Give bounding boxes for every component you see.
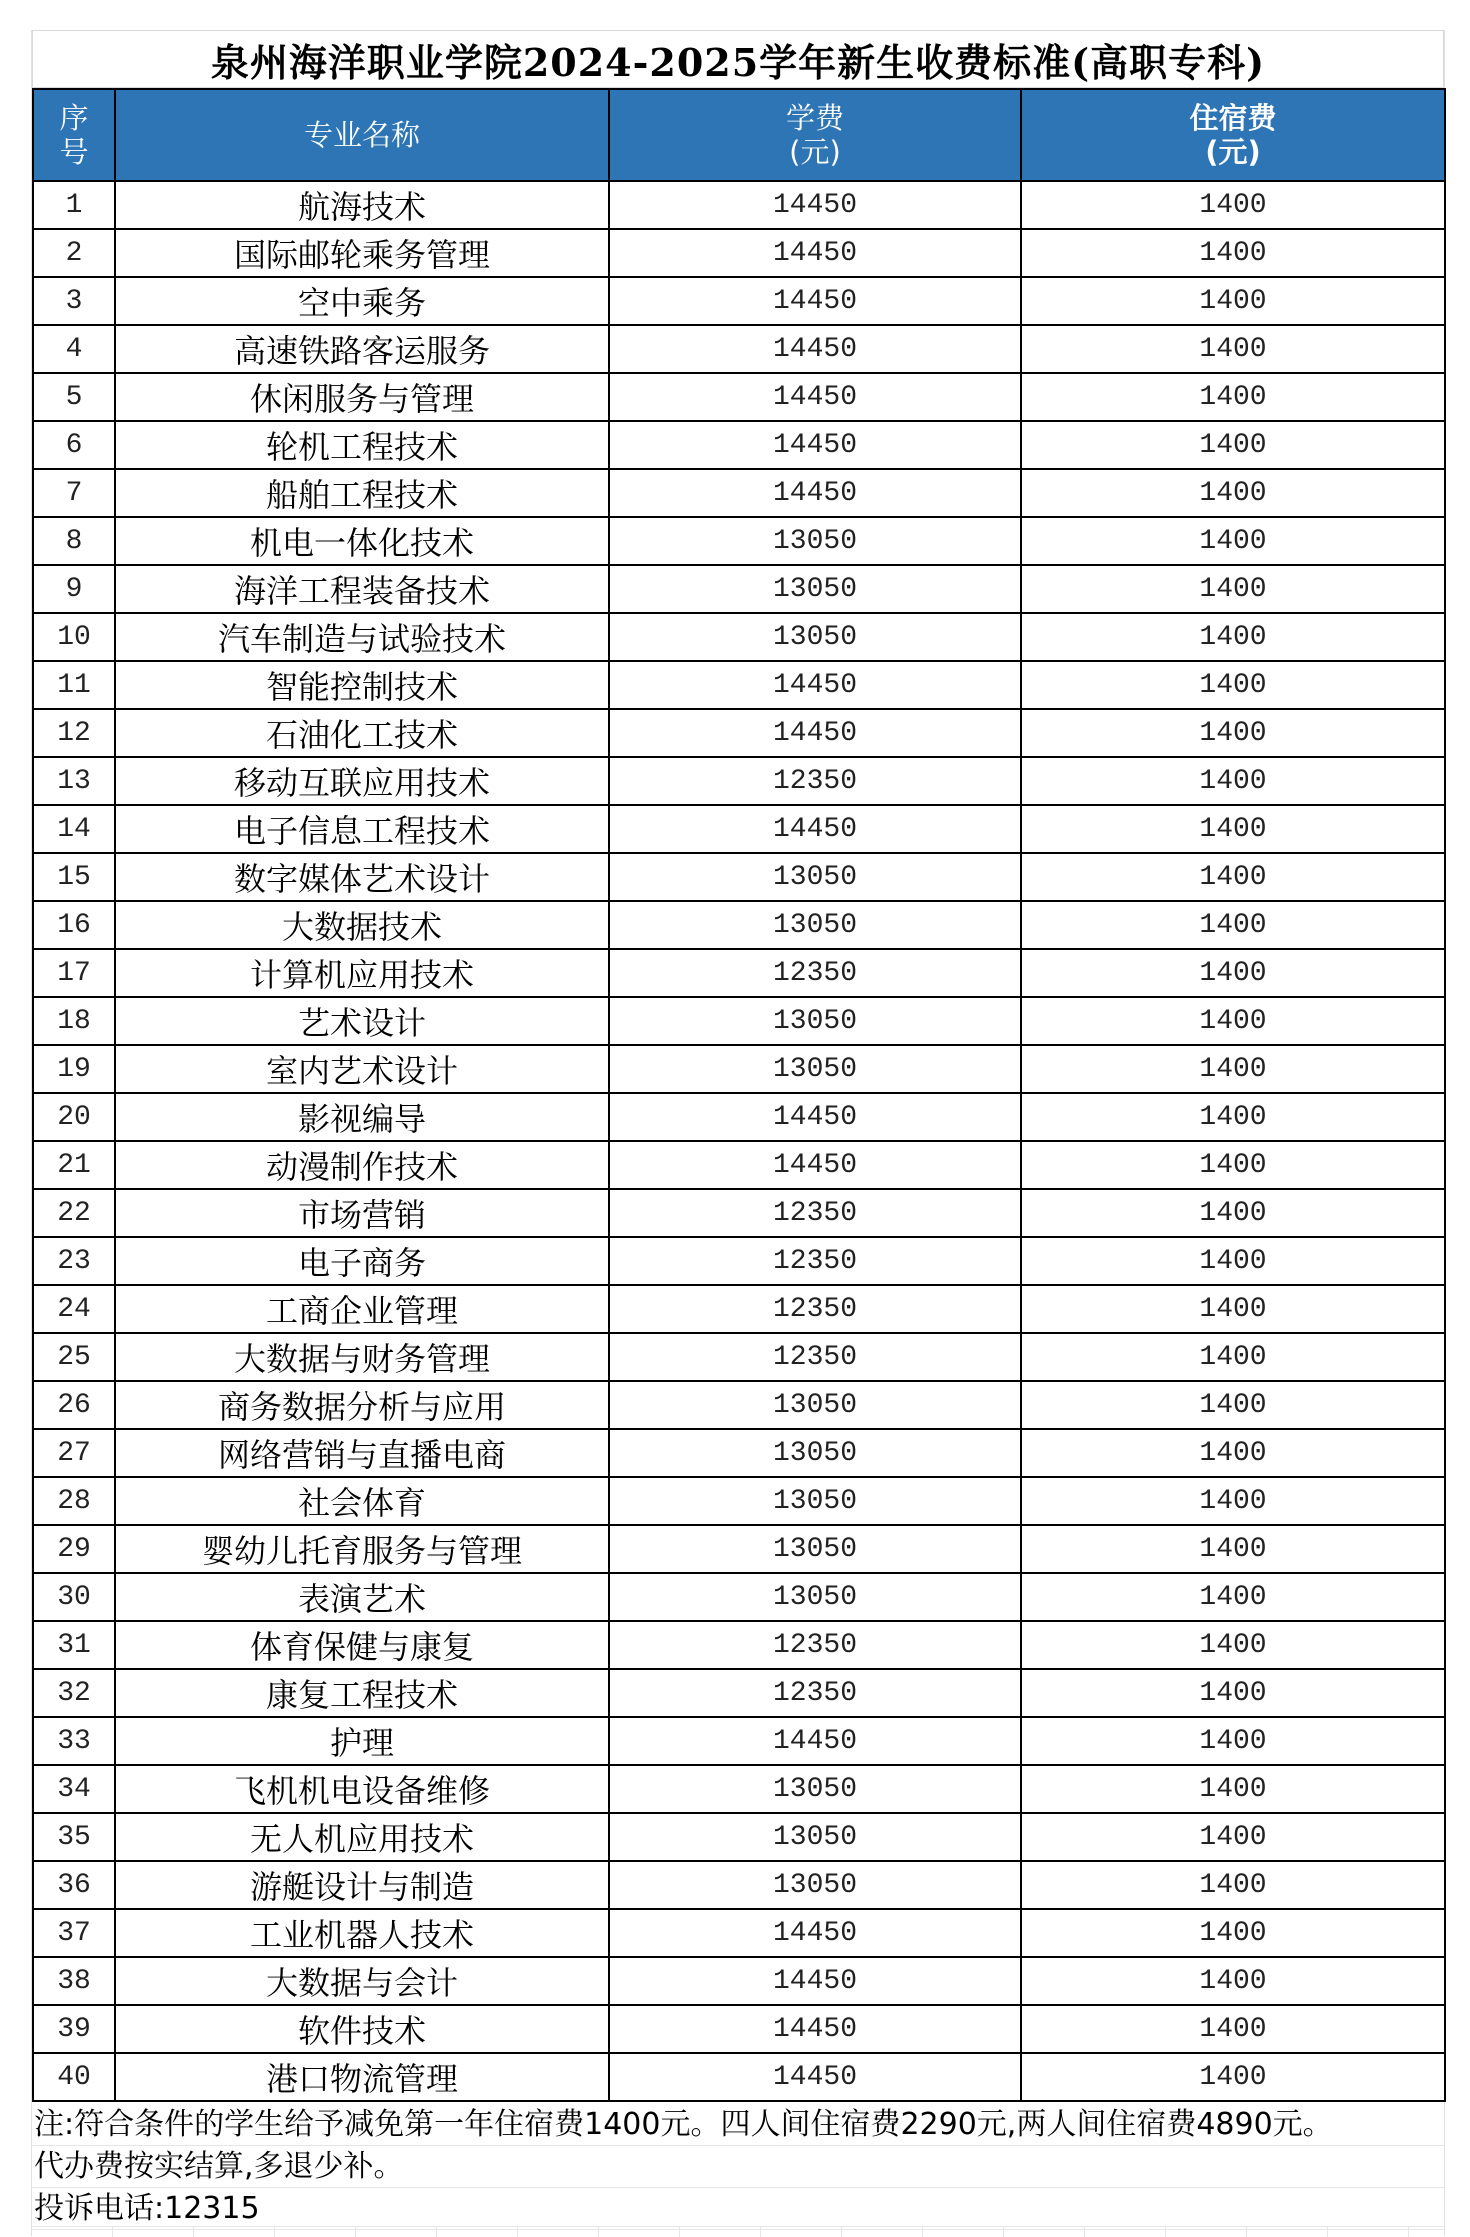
notes-section bbox=[32, 2104, 1444, 2230]
row-number: 16 bbox=[33, 901, 115, 949]
table-row bbox=[33, 1285, 1445, 1333]
tuition-value: 14450 bbox=[609, 1093, 1021, 1141]
table-row bbox=[33, 805, 1445, 853]
tuition-value: 13050 bbox=[609, 1765, 1021, 1813]
major-name: 港口物流管理 bbox=[115, 2053, 609, 2101]
row-number: 14 bbox=[33, 805, 115, 853]
major-name: 智能控制技术 bbox=[115, 661, 609, 709]
table-row bbox=[33, 1813, 1445, 1861]
tuition-value: 12350 bbox=[609, 1285, 1021, 1333]
table-row bbox=[33, 1957, 1445, 2005]
major-name: 大数据与会计 bbox=[115, 1957, 609, 2005]
dorm-fee-value: 1400 bbox=[1021, 1093, 1445, 1141]
header-no-line2: 号 bbox=[59, 135, 89, 169]
major-name: 航海技术 bbox=[115, 181, 609, 229]
row-number: 13 bbox=[33, 757, 115, 805]
major-name: 工业机器人技术 bbox=[115, 1909, 609, 1957]
header-tuition-line1: 学费 bbox=[785, 101, 844, 135]
major-name: 国际邮轮乘务管理 bbox=[115, 229, 609, 277]
row-number: 26 bbox=[33, 1381, 115, 1429]
major-name: 护理 bbox=[115, 1717, 609, 1765]
dorm-fee-value: 1400 bbox=[1021, 421, 1445, 469]
row-number: 17 bbox=[33, 949, 115, 997]
major-name: 计算机应用技术 bbox=[115, 949, 609, 997]
row-number: 31 bbox=[33, 1621, 115, 1669]
tuition-value: 14450 bbox=[609, 181, 1021, 229]
tuition-value: 14450 bbox=[609, 421, 1021, 469]
tuition-value: 13050 bbox=[609, 1813, 1021, 1861]
header-major-label: 专业名称 bbox=[303, 118, 420, 152]
row-number: 27 bbox=[33, 1429, 115, 1477]
header-dorm-line2: (元) bbox=[1205, 135, 1261, 169]
row-number: 15 bbox=[33, 853, 115, 901]
dorm-fee-value: 1400 bbox=[1021, 1765, 1445, 1813]
tuition-value: 13050 bbox=[609, 853, 1021, 901]
table-row bbox=[33, 1093, 1445, 1141]
tuition-value: 14450 bbox=[609, 229, 1021, 277]
tuition-value: 12350 bbox=[609, 1621, 1021, 1669]
tuition-value: 13050 bbox=[609, 565, 1021, 613]
major-name: 轮机工程技术 bbox=[115, 421, 609, 469]
tuition-value: 12350 bbox=[609, 1237, 1021, 1285]
row-number: 34 bbox=[33, 1765, 115, 1813]
dorm-fee-value: 1400 bbox=[1021, 1669, 1445, 1717]
header-no-line1: 序 bbox=[59, 101, 89, 135]
table-row bbox=[33, 949, 1445, 997]
major-name: 表演艺术 bbox=[115, 1573, 609, 1621]
dorm-fee-value: 1400 bbox=[1021, 1285, 1445, 1333]
table-row bbox=[33, 1909, 1445, 1957]
major-name: 无人机应用技术 bbox=[115, 1813, 609, 1861]
major-name: 康复工程技术 bbox=[115, 1669, 609, 1717]
row-number: 7 bbox=[33, 469, 115, 517]
tuition-value: 14450 bbox=[609, 277, 1021, 325]
major-name: 移动互联应用技术 bbox=[115, 757, 609, 805]
dorm-fee-value: 1400 bbox=[1021, 1045, 1445, 1093]
header-major bbox=[115, 89, 609, 181]
table-row bbox=[33, 613, 1445, 661]
table-row bbox=[33, 1429, 1445, 1477]
table-row bbox=[33, 661, 1445, 709]
table-row bbox=[33, 853, 1445, 901]
row-number: 21 bbox=[33, 1141, 115, 1189]
dorm-fee-value: 1400 bbox=[1021, 1717, 1445, 1765]
tuition-value: 14450 bbox=[609, 709, 1021, 757]
row-number: 18 bbox=[33, 997, 115, 1045]
row-number: 29 bbox=[33, 1525, 115, 1573]
row-number: 5 bbox=[33, 373, 115, 421]
table-row bbox=[33, 565, 1445, 613]
dorm-fee-value: 1400 bbox=[1021, 853, 1445, 901]
tuition-value: 12350 bbox=[609, 757, 1021, 805]
major-name: 电子商务 bbox=[115, 1237, 609, 1285]
dorm-fee-value: 1400 bbox=[1021, 1573, 1445, 1621]
row-number: 37 bbox=[33, 1909, 115, 1957]
row-number: 9 bbox=[33, 565, 115, 613]
major-name: 海洋工程装备技术 bbox=[115, 565, 609, 613]
table-row bbox=[33, 517, 1445, 565]
dorm-fee-value: 1400 bbox=[1021, 565, 1445, 613]
tuition-value: 13050 bbox=[609, 901, 1021, 949]
dorm-fee-value: 1400 bbox=[1021, 469, 1445, 517]
dorm-fee-value: 1400 bbox=[1021, 1909, 1445, 1957]
major-name: 艺术设计 bbox=[115, 997, 609, 1045]
tuition-value: 13050 bbox=[609, 1045, 1021, 1093]
tuition-value: 12350 bbox=[609, 949, 1021, 997]
table-row bbox=[33, 1189, 1445, 1237]
row-number: 23 bbox=[33, 1237, 115, 1285]
fee-table-body bbox=[33, 181, 1445, 2101]
table-row bbox=[33, 1669, 1445, 1717]
major-name: 电子信息工程技术 bbox=[115, 805, 609, 853]
tuition-value: 14450 bbox=[609, 805, 1021, 853]
note-discount: 注:符合条件的学生给予减免第一年住宿费1400元。四人间住宿费2290元,两人间住宿费4890元。 bbox=[32, 2104, 1444, 2146]
table-row bbox=[33, 421, 1445, 469]
tuition-value: 14450 bbox=[609, 469, 1021, 517]
table-row bbox=[33, 1333, 1445, 1381]
dorm-fee-value: 1400 bbox=[1021, 1477, 1445, 1525]
tuition-value: 14450 bbox=[609, 661, 1021, 709]
dorm-fee-value: 1400 bbox=[1021, 1429, 1445, 1477]
dorm-fee-value: 1400 bbox=[1021, 2005, 1445, 2053]
tuition-value: 13050 bbox=[609, 1861, 1021, 1909]
dorm-fee-value: 1400 bbox=[1021, 2053, 1445, 2101]
tuition-value: 12350 bbox=[609, 1333, 1021, 1381]
dorm-fee-value: 1400 bbox=[1021, 517, 1445, 565]
table-row bbox=[33, 997, 1445, 1045]
row-number: 4 bbox=[33, 325, 115, 373]
major-name: 大数据与财务管理 bbox=[115, 1333, 609, 1381]
tuition-value: 13050 bbox=[609, 1525, 1021, 1573]
major-name: 游艇设计与制造 bbox=[115, 1861, 609, 1909]
major-name: 软件技术 bbox=[115, 2005, 609, 2053]
row-number: 20 bbox=[33, 1093, 115, 1141]
table-row bbox=[33, 181, 1445, 229]
dorm-fee-value: 1400 bbox=[1021, 1621, 1445, 1669]
dorm-fee-value: 1400 bbox=[1021, 997, 1445, 1045]
table-row bbox=[33, 1237, 1445, 1285]
row-number: 12 bbox=[33, 709, 115, 757]
tuition-value: 14450 bbox=[609, 373, 1021, 421]
row-number: 39 bbox=[33, 2005, 115, 2053]
tuition-value: 13050 bbox=[609, 1477, 1021, 1525]
table-row bbox=[33, 2053, 1445, 2101]
dorm-fee-value: 1400 bbox=[1021, 709, 1445, 757]
major-name: 婴幼儿托育服务与管理 bbox=[115, 1525, 609, 1573]
table-row bbox=[33, 1381, 1445, 1429]
tuition-value: 13050 bbox=[609, 997, 1021, 1045]
row-number: 32 bbox=[33, 1669, 115, 1717]
row-number: 30 bbox=[33, 1573, 115, 1621]
row-number: 36 bbox=[33, 1861, 115, 1909]
row-number: 22 bbox=[33, 1189, 115, 1237]
major-name: 数字媒体艺术设计 bbox=[115, 853, 609, 901]
row-number: 3 bbox=[33, 277, 115, 325]
tuition-value: 14450 bbox=[609, 1717, 1021, 1765]
major-name: 市场营销 bbox=[115, 1189, 609, 1237]
tuition-value: 14450 bbox=[609, 2053, 1021, 2101]
major-name: 石油化工技术 bbox=[115, 709, 609, 757]
major-name: 网络营销与直播电商 bbox=[115, 1429, 609, 1477]
major-name: 社会体育 bbox=[115, 1477, 609, 1525]
tuition-value: 14450 bbox=[609, 1141, 1021, 1189]
major-name: 商务数据分析与应用 bbox=[115, 1381, 609, 1429]
dorm-fee-value: 1400 bbox=[1021, 277, 1445, 325]
tuition-value: 13050 bbox=[609, 517, 1021, 565]
table-row bbox=[33, 277, 1445, 325]
table-row bbox=[33, 1621, 1445, 1669]
page-title: 泉州海洋职业学院2024-2025学年新生收费标准(高职专科) bbox=[32, 30, 1444, 88]
header-dorm bbox=[1021, 89, 1445, 181]
header-dorm-line1: 住宿费 bbox=[1189, 101, 1277, 135]
tuition-value: 14450 bbox=[609, 1957, 1021, 2005]
dorm-fee-value: 1400 bbox=[1021, 181, 1445, 229]
dorm-fee-value: 1400 bbox=[1021, 1381, 1445, 1429]
row-number: 6 bbox=[33, 421, 115, 469]
note-complaint-phone: 投诉电话:12315 bbox=[32, 2188, 1444, 2230]
dorm-fee-value: 1400 bbox=[1021, 1861, 1445, 1909]
row-number: 35 bbox=[33, 1813, 115, 1861]
table-row bbox=[33, 1717, 1445, 1765]
dorm-fee-value: 1400 bbox=[1021, 613, 1445, 661]
row-number: 25 bbox=[33, 1333, 115, 1381]
row-number: 10 bbox=[33, 613, 115, 661]
tuition-value: 14450 bbox=[609, 325, 1021, 373]
tuition-value: 12350 bbox=[609, 1669, 1021, 1717]
dorm-fee-value: 1400 bbox=[1021, 661, 1445, 709]
dorm-fee-value: 1400 bbox=[1021, 949, 1445, 997]
major-name: 休闲服务与管理 bbox=[115, 373, 609, 421]
dorm-fee-value: 1400 bbox=[1021, 1525, 1445, 1573]
tuition-value: 13050 bbox=[609, 613, 1021, 661]
major-name: 体育保健与康复 bbox=[115, 1621, 609, 1669]
tuition-value: 14450 bbox=[609, 2005, 1021, 2053]
row-number: 2 bbox=[33, 229, 115, 277]
header-tuition-line2: (元) bbox=[789, 135, 841, 169]
dorm-fee-value: 1400 bbox=[1021, 1141, 1445, 1189]
header-no bbox=[33, 89, 115, 181]
dorm-fee-value: 1400 bbox=[1021, 373, 1445, 421]
dorm-fee-value: 1400 bbox=[1021, 1333, 1445, 1381]
dorm-fee-value: 1400 bbox=[1021, 1189, 1445, 1237]
major-name: 室内艺术设计 bbox=[115, 1045, 609, 1093]
major-name: 高速铁路客运服务 bbox=[115, 325, 609, 373]
major-name: 飞机机电设备维修 bbox=[115, 1765, 609, 1813]
table-row bbox=[33, 2005, 1445, 2053]
table-row bbox=[33, 709, 1445, 757]
table-row bbox=[33, 1861, 1445, 1909]
row-number: 24 bbox=[33, 1285, 115, 1333]
tuition-value: 13050 bbox=[609, 1429, 1021, 1477]
row-number: 33 bbox=[33, 1717, 115, 1765]
tuition-value: 14450 bbox=[609, 1909, 1021, 1957]
row-number: 40 bbox=[33, 2053, 115, 2101]
dorm-fee-value: 1400 bbox=[1021, 757, 1445, 805]
dorm-fee-value: 1400 bbox=[1021, 229, 1445, 277]
dorm-fee-value: 1400 bbox=[1021, 901, 1445, 949]
dorm-fee-value: 1400 bbox=[1021, 1813, 1445, 1861]
table-row bbox=[33, 325, 1445, 373]
table-row bbox=[33, 901, 1445, 949]
major-name: 工商企业管理 bbox=[115, 1285, 609, 1333]
table-row bbox=[33, 1477, 1445, 1525]
major-name: 船舶工程技术 bbox=[115, 469, 609, 517]
dorm-fee-value: 1400 bbox=[1021, 1237, 1445, 1285]
table-row bbox=[33, 757, 1445, 805]
dorm-fee-value: 1400 bbox=[1021, 1957, 1445, 2005]
header-tuition bbox=[609, 89, 1021, 181]
note-agency-fee: 代办费按实结算,多退少补。 bbox=[32, 2146, 1444, 2188]
tuition-value: 12350 bbox=[609, 1189, 1021, 1237]
row-number: 8 bbox=[33, 517, 115, 565]
major-name: 汽车制造与试验技术 bbox=[115, 613, 609, 661]
grid-strip bbox=[32, 2226, 1444, 2237]
table-row bbox=[33, 229, 1445, 277]
table-row bbox=[33, 1141, 1445, 1189]
major-name: 动漫制作技术 bbox=[115, 1141, 609, 1189]
table-row bbox=[33, 1525, 1445, 1573]
row-number: 19 bbox=[33, 1045, 115, 1093]
table-row bbox=[33, 1765, 1445, 1813]
table-row bbox=[33, 1045, 1445, 1093]
major-name: 空中乘务 bbox=[115, 277, 609, 325]
table-row bbox=[33, 1573, 1445, 1621]
table-row bbox=[33, 469, 1445, 517]
fee-table bbox=[32, 88, 1446, 2102]
dorm-fee-value: 1400 bbox=[1021, 805, 1445, 853]
major-name: 影视编导 bbox=[115, 1093, 609, 1141]
table-row bbox=[33, 373, 1445, 421]
row-number: 28 bbox=[33, 1477, 115, 1525]
dorm-fee-value: 1400 bbox=[1021, 325, 1445, 373]
row-number: 11 bbox=[33, 661, 115, 709]
major-name: 机电一体化技术 bbox=[115, 517, 609, 565]
tuition-value: 13050 bbox=[609, 1573, 1021, 1621]
major-name: 大数据技术 bbox=[115, 901, 609, 949]
tuition-value: 13050 bbox=[609, 1381, 1021, 1429]
row-number: 1 bbox=[33, 181, 115, 229]
header-row bbox=[33, 89, 1445, 181]
row-number: 38 bbox=[33, 1957, 115, 2005]
